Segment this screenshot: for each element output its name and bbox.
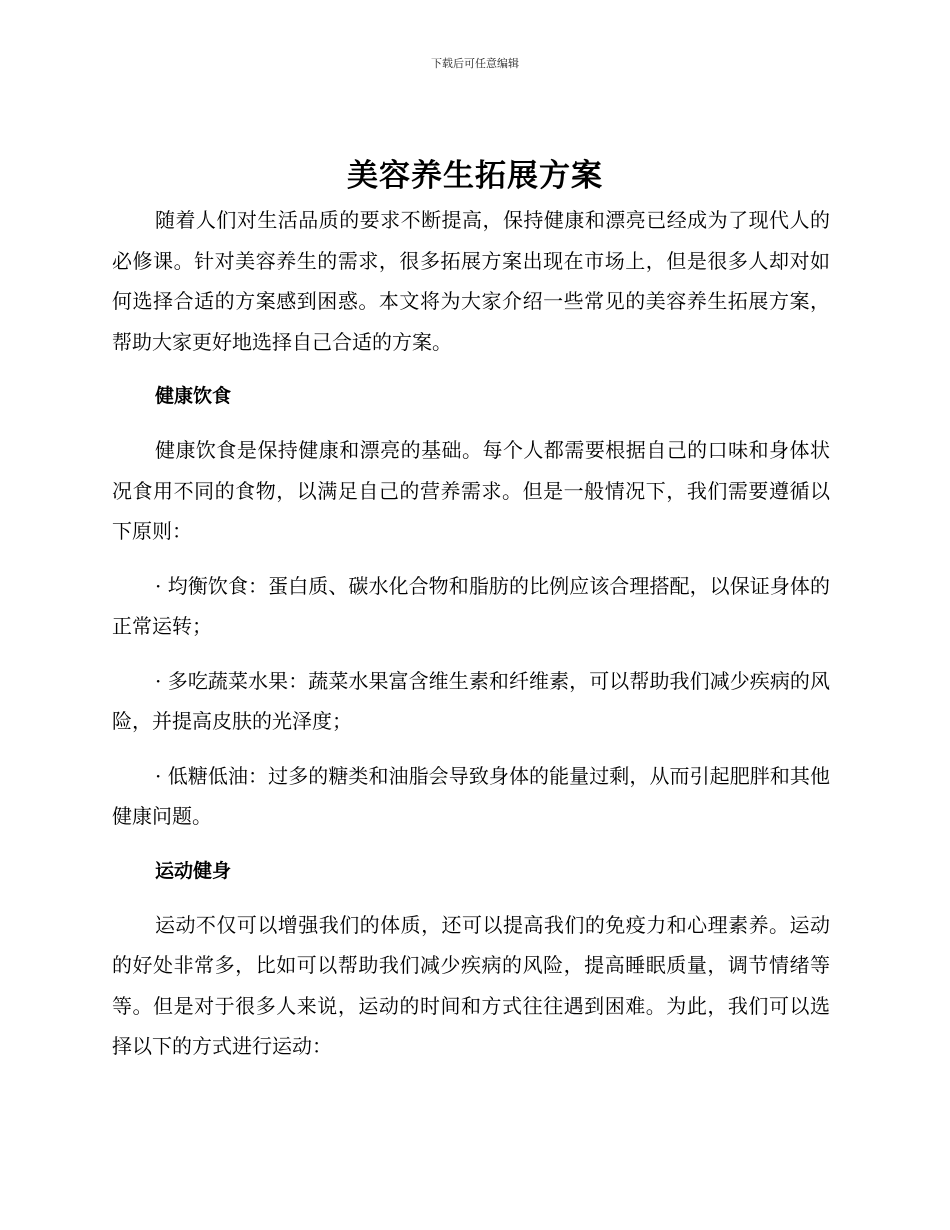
document-title: 美容养生拓展方案 <box>347 158 603 194</box>
diet-bullet-low-sugar: · 低糖低油：过多的糖类和油脂会导致身体的能量过剩，从而引起肥胖和其他健康问题。 <box>112 763 830 828</box>
header-note: 下载后可任意编辑 <box>431 57 519 70</box>
diet-bullet-vegetables: · 多吃蔬菜水果：蔬菜水果富含维生素和纤维素，可以帮助我们减少疾病的风险，并提高皮肤的光泽度； <box>112 668 830 733</box>
diet-bullet-balanced: · 均衡饮食：蛋白质、碳水化合物和脂肪的比例应该合理搭配，以保证身体的正常运转； <box>112 573 830 638</box>
exercise-paragraph: 运动不仅可以增强我们的体质，还可以提高我们的免疫力和心理素养。运动的好处非常多，比如可以帮助我们减少疾病的风险，提高睡眠质量，调节情绪等等。但是对于很多人来说，运动的时间和方式往往遇到困难。为此，我们可以选择以下的方式进行运动： <box>112 912 830 1058</box>
section-heading-diet: 健康饮食 <box>155 385 232 407</box>
diet-paragraph: 健康饮食是保持健康和漂亮的基础。每个人都需要根据自己的口味和身体状况食用不同的食物，以满足自己的营养需求。但是一般情况下，我们需要遵循以下原则： <box>112 438 830 543</box>
intro-paragraph: 随着人们对生活品质的要求不断提高，保持健康和漂亮已经成为了现代人的必修课。针对美容养生的需求，很多拓展方案出现在市场上，但是很多人却对如何选择合适的方案感到困惑。本文将为大家介绍一些常见的美容养生拓展方案，帮助大家更好地选择自己合适的方案。 <box>112 208 830 354</box>
section-heading-exercise: 运动健身 <box>155 859 232 882</box>
document-body <box>112 200 830 1067</box>
